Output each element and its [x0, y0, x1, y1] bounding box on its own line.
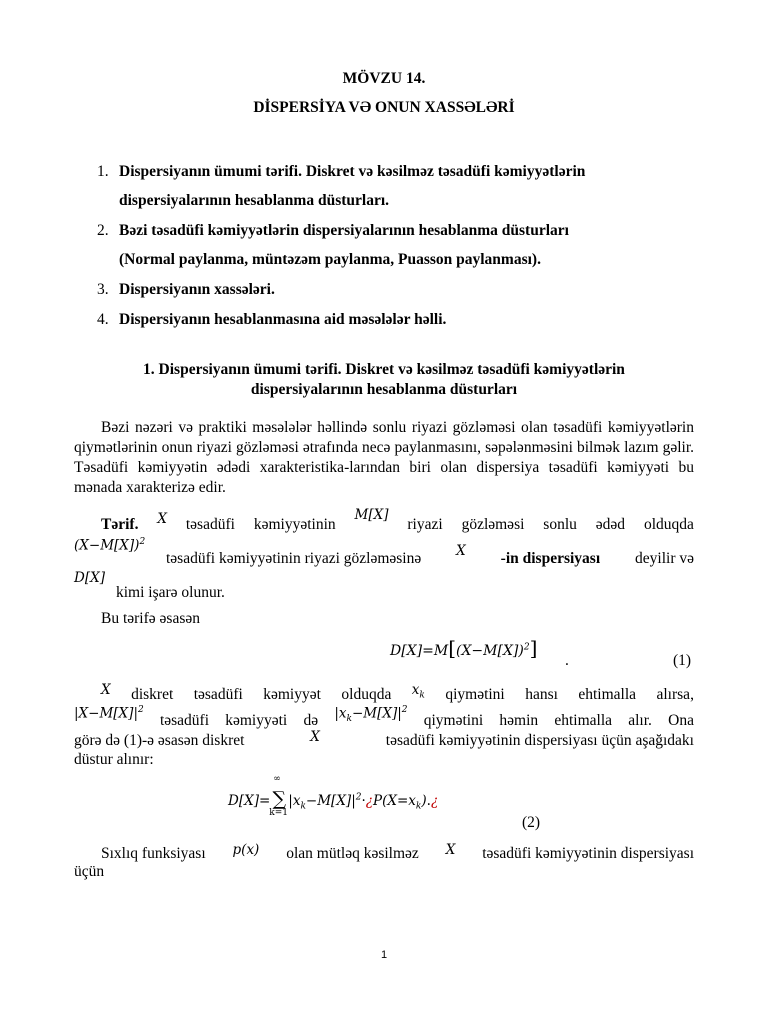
formula-deviation-squared: $(X-M[X])^2$	[74, 537, 146, 554]
outline-item-4: 4. Dispersiyanın hesablanmasına aid məsələlər həlli.	[97, 311, 447, 328]
equation-1-number: (1)	[673, 652, 692, 669]
discrete-line-1: X diskret təsadüfi kəmiyyət olduqda $x_k$ qiymətini hansı ehtimalla alırsa,	[101, 682, 694, 703]
density-line-2: üçün	[74, 863, 105, 880]
formula-dx: D[X]	[74, 570, 105, 586]
outline-item-3: 3. Dispersiyanın xassələri.	[97, 281, 275, 298]
outline-item-2-cont: (Normal paylanma, müntəzəm paylanma, Puasson paylanması).	[119, 251, 541, 268]
density-line-1: Sıxlıq funksiyası p(x) olan mütləq kəsilməz X təsadüfi kəmiyyətinin dispersiyası	[101, 842, 694, 862]
definition-line-3: kimi işarə olunur.	[116, 584, 225, 601]
equation-2: D[X]= ∞ ∑ k=1 $|x_k-M[X]|^2\cdot¿P(X=x_k).¿$	[228, 774, 439, 818]
page-number: 1	[380, 949, 388, 961]
outline-item-1: 1. Dispersiyanın ümumi tərifi. Diskret və kəsilməz təsadüfi kəmiyyətlərin	[97, 163, 586, 180]
topic-number: MÖVZU 14.	[342, 70, 426, 87]
definition-line-1: Tərif. X təsadüfi kəmiyyətinin M[X] riyazi gözləməsi sonlu ədəd olduqda	[101, 507, 694, 533]
section-heading: 1. Dispersiyanın ümumi tərifi. Diskret və kəsilməz təsadüfi kəmiyyətlərin dispersiyalarının hesablanma düsturları	[143, 361, 625, 398]
document-title: DİSPERSİYA VƏ ONUN XASSƏLƏRİ	[253, 99, 515, 116]
equation-2-number: (2)	[522, 814, 541, 831]
equation-1-period: .	[565, 652, 569, 669]
discrete-line-4: düstur alınır:	[74, 751, 154, 768]
discrete-line-2: $|X-M[X]|^2$ təsadüfi kəmiyyəti də $|x_k-M[X]|^2$ qiymətini həmin ehtimalla alır. Ona	[74, 704, 694, 729]
discrete-line-3: görə də (1)-ə əsasən diskret X təsadüfi kəmiyyətinin dispersiyası üçün aşağıdakı	[74, 729, 694, 749]
outline-item-2: 2. Bəzi təsadüfi kəmiyyətlərin dispersiyalarının hesablanma düsturları	[97, 222, 569, 239]
formula-intro: Bu tərifə əsasən	[101, 610, 200, 627]
equation-1: $D[X]=M[(X-M[X])^2]$	[390, 636, 538, 660]
outline-item-1-cont: dispersiyalarının hesablanma düsturları.	[119, 192, 390, 209]
definition-line-2: təsadüfi kəmiyyətinin riyazi gözləməsinə X -in dispersiyası deyilir və	[166, 543, 694, 567]
intro-paragraph: Bəzi nəzəri və praktiki məsələlər həllində sonlu riyazi gözləməsi olan təsadüfi kəmiyyətlərin qiymətlərinin onun riyazi gözləməsi ətrafında necə paylanmasını, səpələnməsini bilmək lazım gəlir. Təsadüfi kəmiyyətin ədədi xarakteristika-larından biri olan dispersiya təsadüfi kəmiyyəti bu mənada xarakterizə edir.	[74, 419, 694, 496]
